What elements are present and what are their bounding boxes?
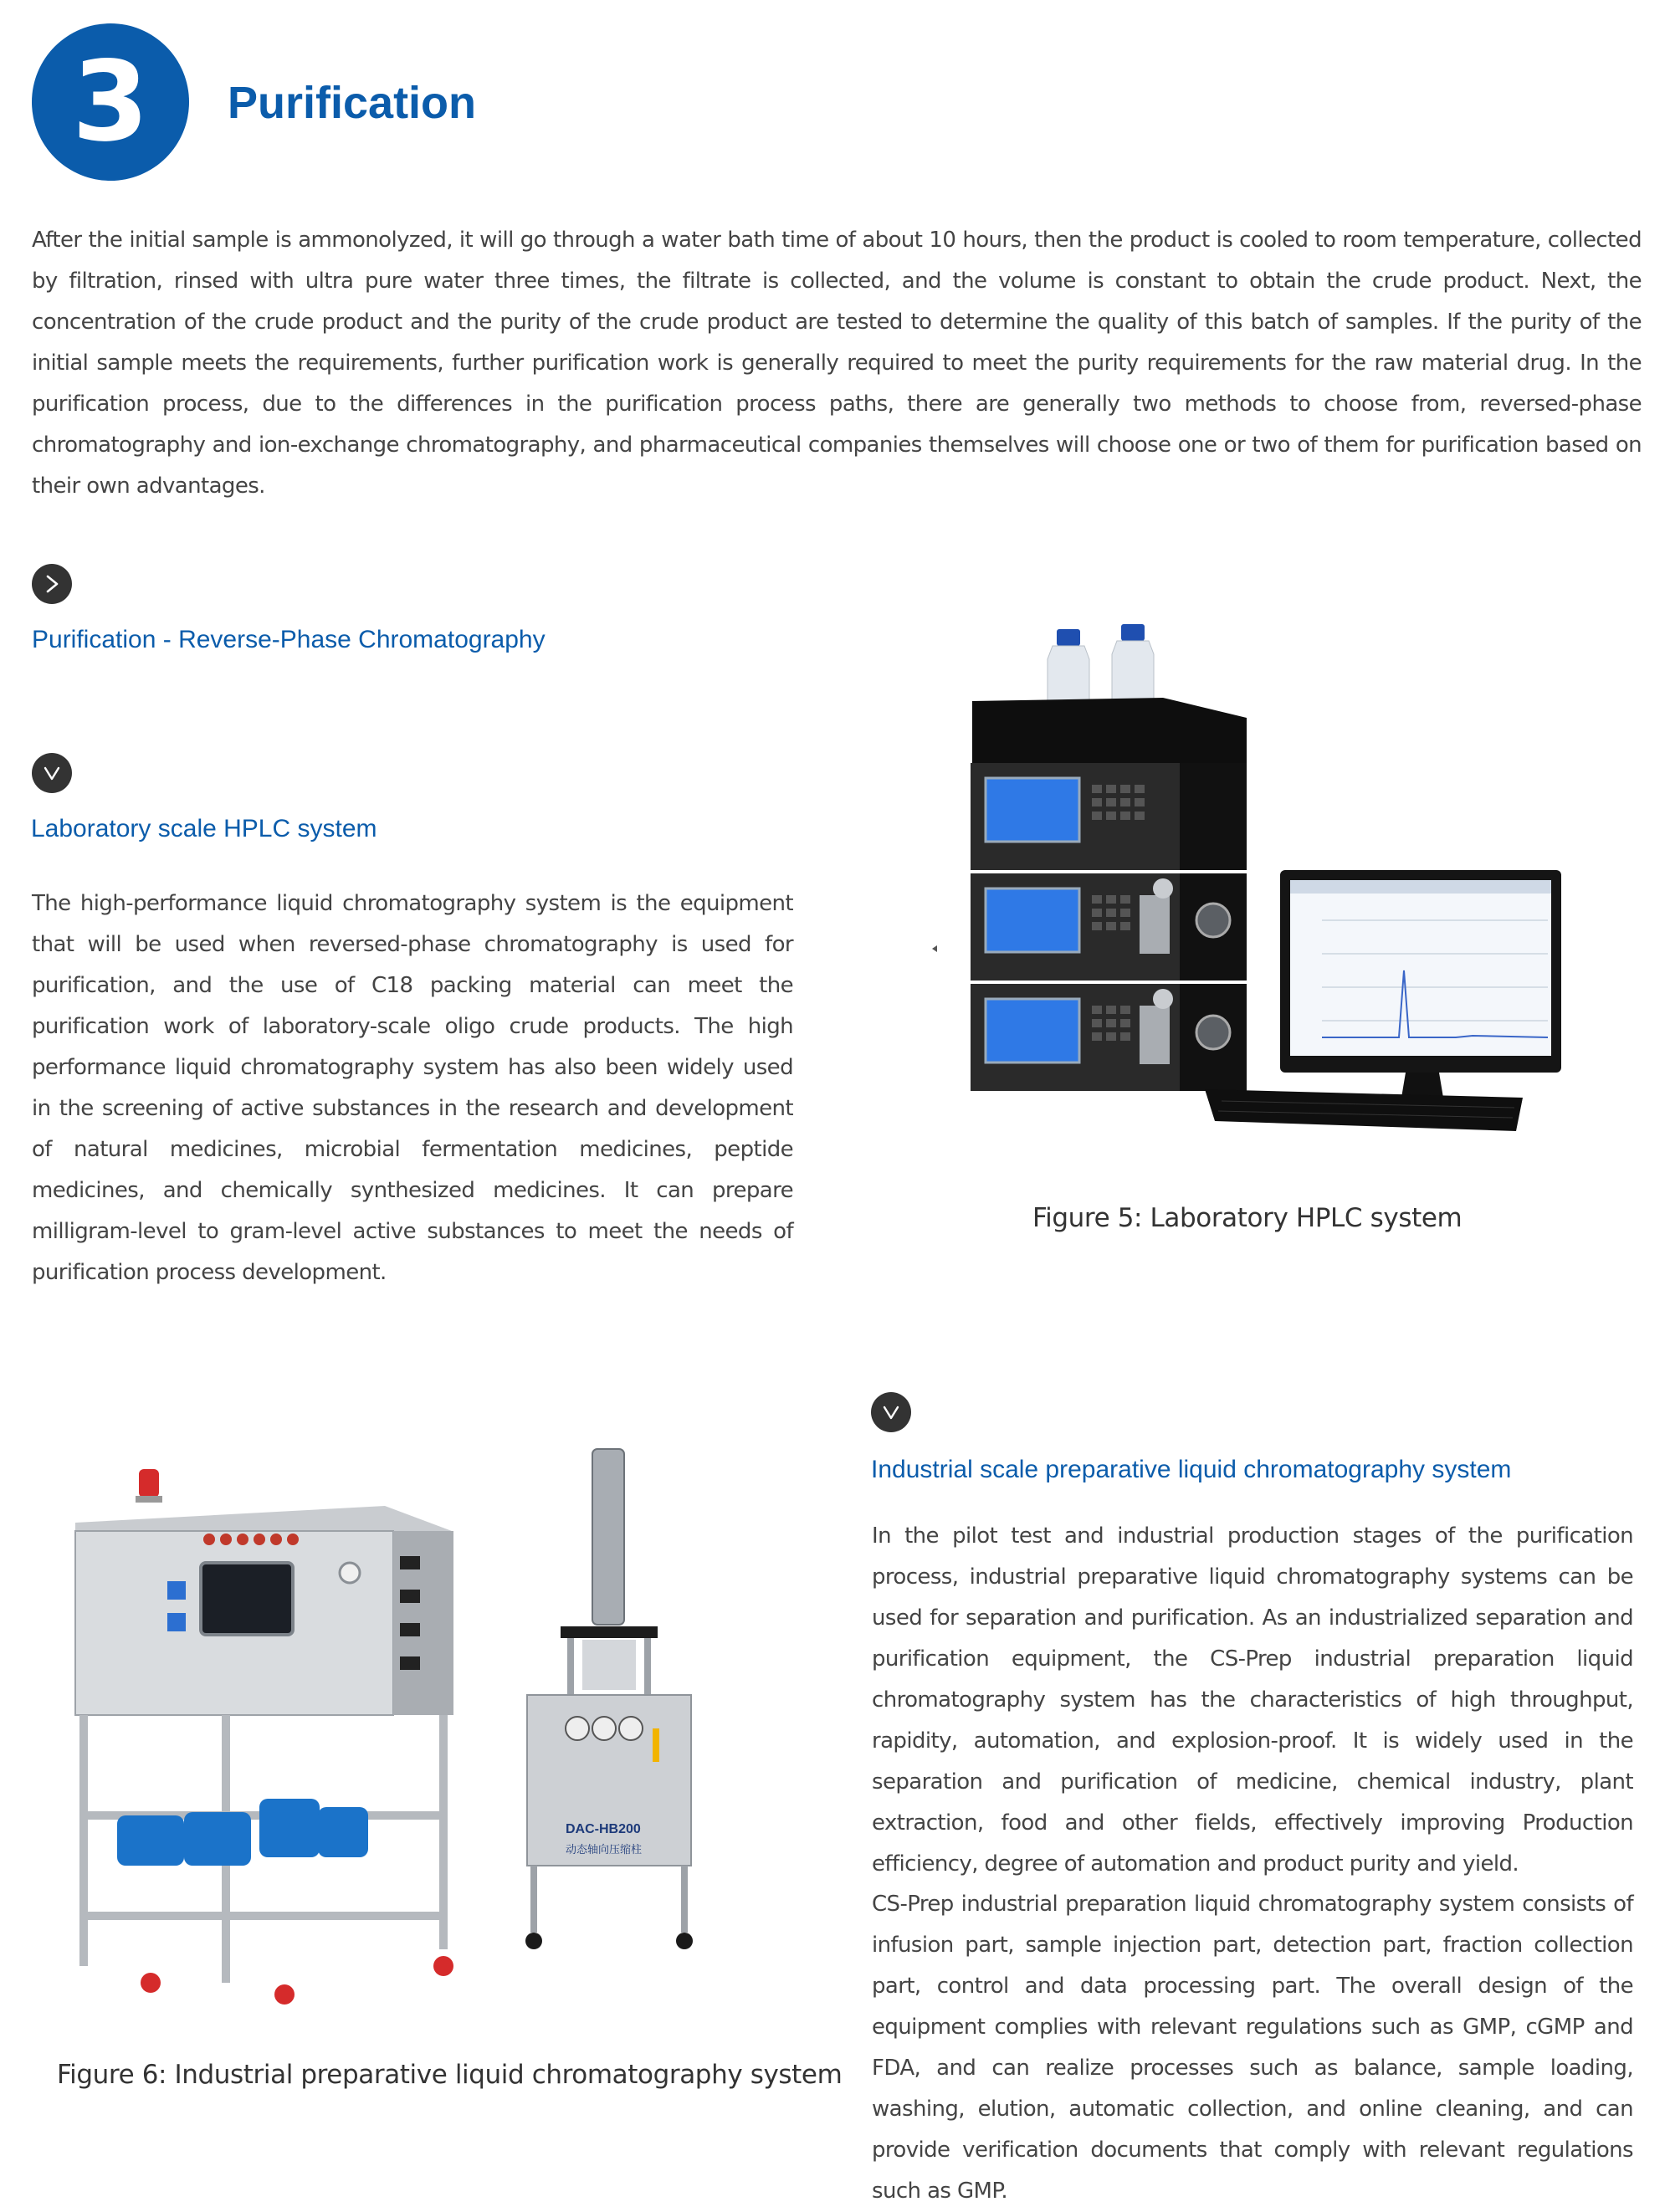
lab-hplc-paragraph: The high-performance liquid chromatography system is the equipment that will be used when reversed-phase chromatography is used for purification, and the use of C18 packing material can meet the purification work of laboratory-scale oligo crude products. The high performance liquid chromatography system has also been widely used in the screening of active substances in the research and development of natural medicines, microbial fermentation medicines, peptide medicines, and chemically synthesized medicines. It can prepare milligram-level to gram-level active substances to meet the needs of purification process development. [32, 891, 793, 1285]
figure-5-caption: Figure 5: Laboratory HPLC system [1032, 1203, 1463, 1233]
chevron-down-icon [32, 753, 72, 793]
step-number-badge [32, 23, 189, 181]
industrial-paragraph-1: In the pilot test and industrial production stages of the purification process, industrial preparative liquid chromatography systems can be used for separation and purification. As an industrialized separation and purification equipment, the CS-Prep industrial preparation liquid chromatography system has the characteristics of high throughput, rapidity, automation, and explosion-proof. It is widely used in the separation and purification of medicine, chemical industry, plant extraction, food and other fields, effectively improving Production efficiency, degree of automation and product purity and yield. [872, 1523, 1633, 1877]
step-number: 3 [72, 38, 149, 166]
hplc-system-image [920, 619, 1573, 1146]
chevron-down-icon [871, 1392, 911, 1432]
industrial-title: Industrial scale preparative liquid chromatography system [871, 1456, 1512, 1483]
lab-hplc-title: Laboratory scale HPLC system [31, 815, 377, 842]
section-title: Purification [228, 78, 477, 128]
intro-paragraph: After the initial sample is ammonolyzed, it will go through a water bath time of about 10 hours, then the product is cooled to room temperature, collected by filtration, rinsed with ultra pure water three times, the filtrate is collected, and the volume is constant to obtain the crude product. Next, the concentration of the crude product and the purity of the crude product are tested to determine the quality of this batch of samples. If the purity of the initial sample meets the requirements, further purification work is generally required to meet the purity requirements for the raw material drug. In the purification process, due to the differences in the purification process paths, there are generally two methods to choose from, reversed-phase chromatography and ion-exchange chromatography, and pharmaceutical companies themselves will choose one or two of them for purification based on their own advantages. [32, 228, 1642, 499]
column-model-label: DAC-HB200 [566, 1822, 641, 1836]
rp-section-title: Purification - Reverse-Phase Chromatography [32, 626, 546, 653]
chevron-right-icon [32, 564, 72, 604]
industrial-paragraph-2: CS-Prep industrial preparation liquid chromatography system consists of infusion part, sample injection part, detection part, fraction collection part, control and data processing part. The overall design of the equipment complies with relevant regulations such as GMP, cGMP and FDA, and can realize processes such as balance, sample loading, washing, elution, automatic collection, and online cleaning, and can provide verification documents that comply with relevant regulations such as GMP. [872, 1892, 1633, 2204]
figure-6-caption: Figure 6: Industrial preparative liquid chromatography system [57, 2060, 843, 2090]
industrial-system-image [59, 1447, 703, 2016]
column-type-label: 动态轴向压缩柱 [566, 1844, 643, 1856]
